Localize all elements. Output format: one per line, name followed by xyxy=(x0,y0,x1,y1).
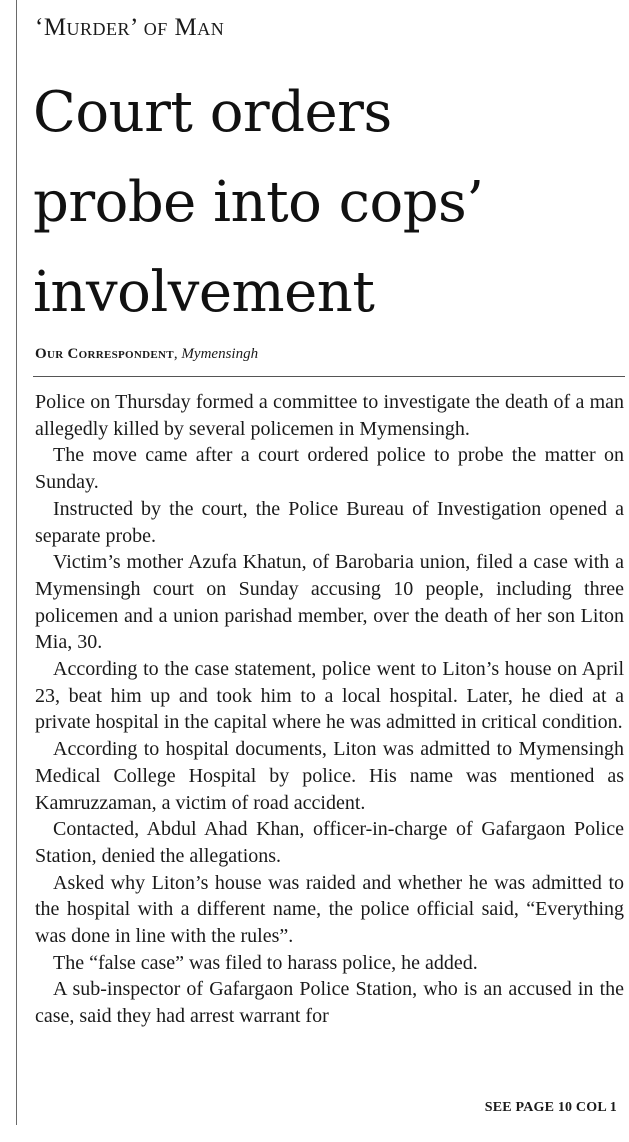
headline-line: Court orders xyxy=(33,80,392,145)
headline-line: probe into cops’ xyxy=(33,170,484,235)
column-rule xyxy=(16,0,17,1125)
headline-line: involvement xyxy=(33,260,375,325)
paragraph: Instructed by the court, the Police Bureau of Investigation opened a separate probe. xyxy=(35,497,624,547)
byline-divider xyxy=(33,376,625,377)
paragraph: Victim’s mother Azufa Khatun, of Barobaria union, filed a case with a Mymensingh court on Sunday accusing 10 people, including three policemen and a union parishad member, over the death of her son Liton Mia, 30. xyxy=(35,551,624,654)
paragraph: According to hospital documents, Liton was admitted to Mymensingh Medical College Hospital by police. His name was mentioned as Kamruzzaman, a victim of road accident. xyxy=(35,738,624,814)
paragraph: According to the case statement, police went to Liton’s house on April 23, beat him up and took him to a local hospital. Later, he died at a private hospital in the capital where he was admitted in critical condition. xyxy=(35,658,624,734)
byline-author: Our Correspondent xyxy=(35,346,174,362)
byline-separator: , xyxy=(173,346,182,362)
article-body xyxy=(35,389,624,1030)
byline-location: Mymensingh xyxy=(181,346,259,362)
kicker: ‘Murder’ of Man xyxy=(35,14,225,41)
paragraph: A sub-inspector of Gafargaon Police Station, who is an accused in the case, said they had arrest warrant for xyxy=(35,978,624,1028)
paragraph: The “false case” was filed to harass police, he added. xyxy=(53,951,478,974)
headline xyxy=(33,68,484,338)
paragraph: Asked why Liton’s house was raided and whether he was admitted to the hospital with a different name, the police official said, “Everything was done in line with the rules”. xyxy=(35,871,624,948)
paragraph: Contacted, Abdul Ahad Khan, officer-in-charge of Gafargaon Police Station, denied the allegations. xyxy=(35,818,624,867)
paragraph: The move came after a court ordered police to probe the matter on Sunday. xyxy=(35,444,624,494)
continuation-jump: SEE PAGE 10 COL 1 xyxy=(484,1100,617,1115)
paragraph: Police on Thursday formed a committee to investigate the death of a man allegedly killed by several policemen in Mymensingh. xyxy=(35,391,624,440)
byline xyxy=(35,346,258,363)
